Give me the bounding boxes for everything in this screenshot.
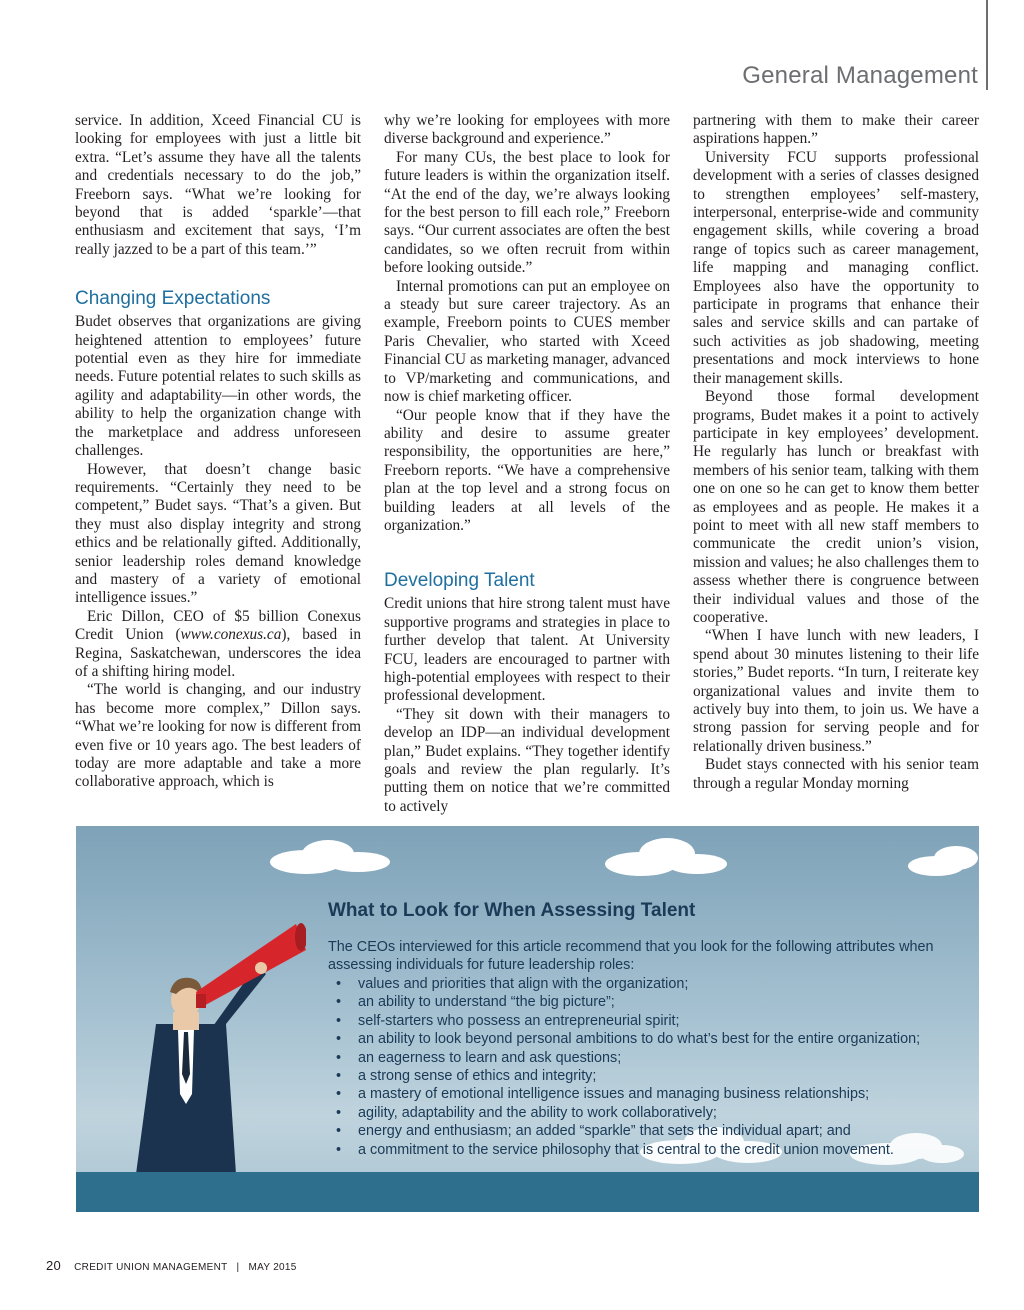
attribute-list-item <box>328 1012 968 1030</box>
attribute-text: values and priorities that align with the organization; <box>358 976 689 992</box>
website-link[interactable]: www.conexus.ca <box>180 626 282 644</box>
paragraph <box>75 608 361 682</box>
attribute-text: an ability to look beyond personal ambitions to do what’s best for the entire organization; <box>358 1031 921 1048</box>
issue-date: MAY 2015 <box>248 1262 297 1273</box>
cloud-icon <box>906 842 979 878</box>
paragraph: partnering with them to make their career aspirations happen.” <box>693 112 979 148</box>
paragraph: Budet stays connected with his senior team through a regular Monday morning <box>693 756 979 792</box>
section-heading: Changing Expectations <box>75 288 271 310</box>
paragraph: “The world is changing, and our industry has become more complex,” Dillon says. “What we’re looking for now is different from even five or 10 years ago. The best leaders of today are more adaptable and take a more collaborative approach, which is <box>75 681 361 791</box>
paragraph-text: ), based in Regina, Saskatchewan, underscores the idea of a shifting hiring model. <box>75 626 361 680</box>
page-footer <box>46 1258 297 1273</box>
publication-name: CREDIT UNION MANAGEMENT <box>74 1262 228 1273</box>
paragraph: Internal promotions can put an employee on a steady but sure career trajectory. As an example, Freeborn points to CUES member Paris Chevalier, who started with Xceed Financial CU as marketing manager, advanced to VP/marketing and communications, and now is chief marketing officer. <box>384 277 670 406</box>
attribute-list-item <box>328 993 968 1011</box>
bullet-icon: • <box>336 1141 342 1158</box>
bullet-icon: • <box>336 1049 342 1066</box>
attribute-list-item <box>328 1122 968 1140</box>
paragraph: Budet observes that organizations are giving heightened attention to employees’ future potential even as they hire for immediate needs. Future potential relates to such skills as agility and adaptability—in other words, the ability to help the organization change with the marketplace and address unforeseen challenges. <box>75 313 361 460</box>
page-number: 20 <box>46 1258 62 1273</box>
bullet-icon: • <box>336 1104 342 1121</box>
attribute-list-item <box>328 1104 968 1122</box>
sidebar-title: What to Look for When Assessing Talent <box>328 900 696 921</box>
attribute-text: self-starters who possess an entrepreneurial spirit; <box>358 1012 680 1029</box>
column-2 <box>384 112 670 816</box>
attribute-list-item <box>328 1030 968 1048</box>
attribute-list <box>328 975 968 1159</box>
attribute-list-item <box>328 1141 968 1159</box>
bullet-icon: • <box>336 1012 342 1029</box>
attribute-text: agility, adaptability and the ability to work collaboratively; <box>358 1104 717 1121</box>
cloud-icon <box>266 836 396 876</box>
bullet-icon: • <box>336 994 342 1011</box>
attribute-list-item <box>328 1067 968 1085</box>
section-heading: Developing Talent <box>384 570 535 592</box>
paragraph: “They sit down with their managers to develop an IDP—an individual development plan,” Budet explains. “They together identify goals and review the plan regularly. It’s putting them on notice that we’re committed to actively <box>384 705 670 815</box>
paragraph: For many CUs, the best place to look for future leaders is within the organization itself. “At the end of the day, we’re always looking for the best person to fill each role,” Freeborn says. “Our current associates are often the best candidates, so we often recruit from within before looking outside.” <box>384 148 670 277</box>
paragraph: However, that doesn’t change basic requirements. “Certainly they need to be competent,” Budet says. “That’s a given. But they must also display integrity and strong ethics and be relationally gifted. Additionally, senior leadership roles demand knowledge and mastery of a variety of emotional intelligence issues.” <box>75 460 361 607</box>
paragraph: Beyond those formal development programs, Budet makes it a point to actively participate in key employees’ development. He regularly has lunch or breakfast with members of his senior team, talking with them one on one so he can get to know them better as employees and as people. He makes it a point to meet with all new staff members to communicate the credit union’s vision, mission and values; he also challenges them to assess whether there is congruence between their individual values and those of the cooperative. <box>693 388 979 626</box>
attribute-text: an eagerness to learn and ask questions; <box>358 1049 622 1066</box>
attribute-text: a strong sense of ethics and integrity; <box>358 1068 597 1085</box>
paragraph: University FCU supports professional development with a series of classes designed to strengthen employees’ self-mastery, interpersonal, enterprise-wide and community engagement skills, while covering a broad range of topics such as career management, life mapping and managing conflict. Employees also have the opportunity to participate in programs that enhance their sales and service skills and can partake of such activities as job shadowing, meeting presentations and mock interviews to hone their management skills. <box>693 148 979 387</box>
attribute-list-item <box>328 975 968 993</box>
bullet-icon: • <box>336 1068 342 1085</box>
attribute-text: an ability to understand “the big picture”; <box>358 994 615 1011</box>
column-3 <box>693 112 979 793</box>
paragraph: “When I have lunch with new leaders, I spend about 30 minutes listening to their life stories,” Budet reports. “In turn, I reiterate key organizational values and invite them to actively buy into them, to join us. We have a strong passion for serving people and for relationally driven business.” <box>693 627 979 755</box>
paragraph: Credit unions that hire strong talent must have supportive programs and strategies in place to further develop that talent. At University FCU, leaders are encouraged to partner with high-potential employees with respect to their professional development. <box>384 595 670 705</box>
ground <box>76 1172 979 1212</box>
paragraph: service. In addition, Xceed Financial CU is looking for employees with just a little bit extra. “Let’s assume they have all the talents and credentials necessary to do the job,” Freeborn says. “What we’re looking for beyond that is added ‘sparkle’—that enthusiasm and excitement that says, ‘I’m really jazzed to be a part of this team.’” <box>75 112 361 258</box>
paragraph: why we’re looking for employees with more diverse background and experience.” <box>384 112 670 148</box>
paragraph: “Our people know that if they have the ability and desire to assume greater responsibility, the opportunities are here,” Freeborn reports. “We have a comprehensive plan at the top level and a strong focus on building leaders at all levels of the organization.” <box>384 406 670 534</box>
attribute-text: a commitment to the service philosophy that is central to the credit union movement. <box>358 1141 894 1158</box>
section-header: General Management <box>742 62 978 89</box>
bullet-icon: • <box>336 1086 342 1103</box>
bullet-icon: • <box>336 976 342 992</box>
businessman-telescope-illustration <box>116 904 306 1174</box>
bullet-icon: • <box>336 1123 342 1140</box>
column-1 <box>75 112 361 792</box>
attribute-list-item <box>328 1049 968 1067</box>
sidebar-panel <box>76 826 979 1212</box>
section-rule <box>986 0 988 90</box>
bullet-icon: • <box>336 1031 342 1048</box>
sidebar-intro: The CEOs interviewed for this article recommend that you look for the following attributes when assessing individuals for future leadership roles: <box>328 939 934 974</box>
cloud-icon <box>601 834 731 880</box>
attribute-text: a mastery of emotional intelligence issues and managing business relationships; <box>358 1086 870 1103</box>
paragraph-text: Eric Dillon, CEO of $5 billion Conexus Credit Union ( <box>75 607 361 644</box>
attribute-text: energy and enthusiasm; an added “sparkle” that sets the individual apart; and <box>358 1123 851 1140</box>
footer-separator: | <box>236 1262 240 1273</box>
attribute-list-item <box>328 1085 968 1103</box>
